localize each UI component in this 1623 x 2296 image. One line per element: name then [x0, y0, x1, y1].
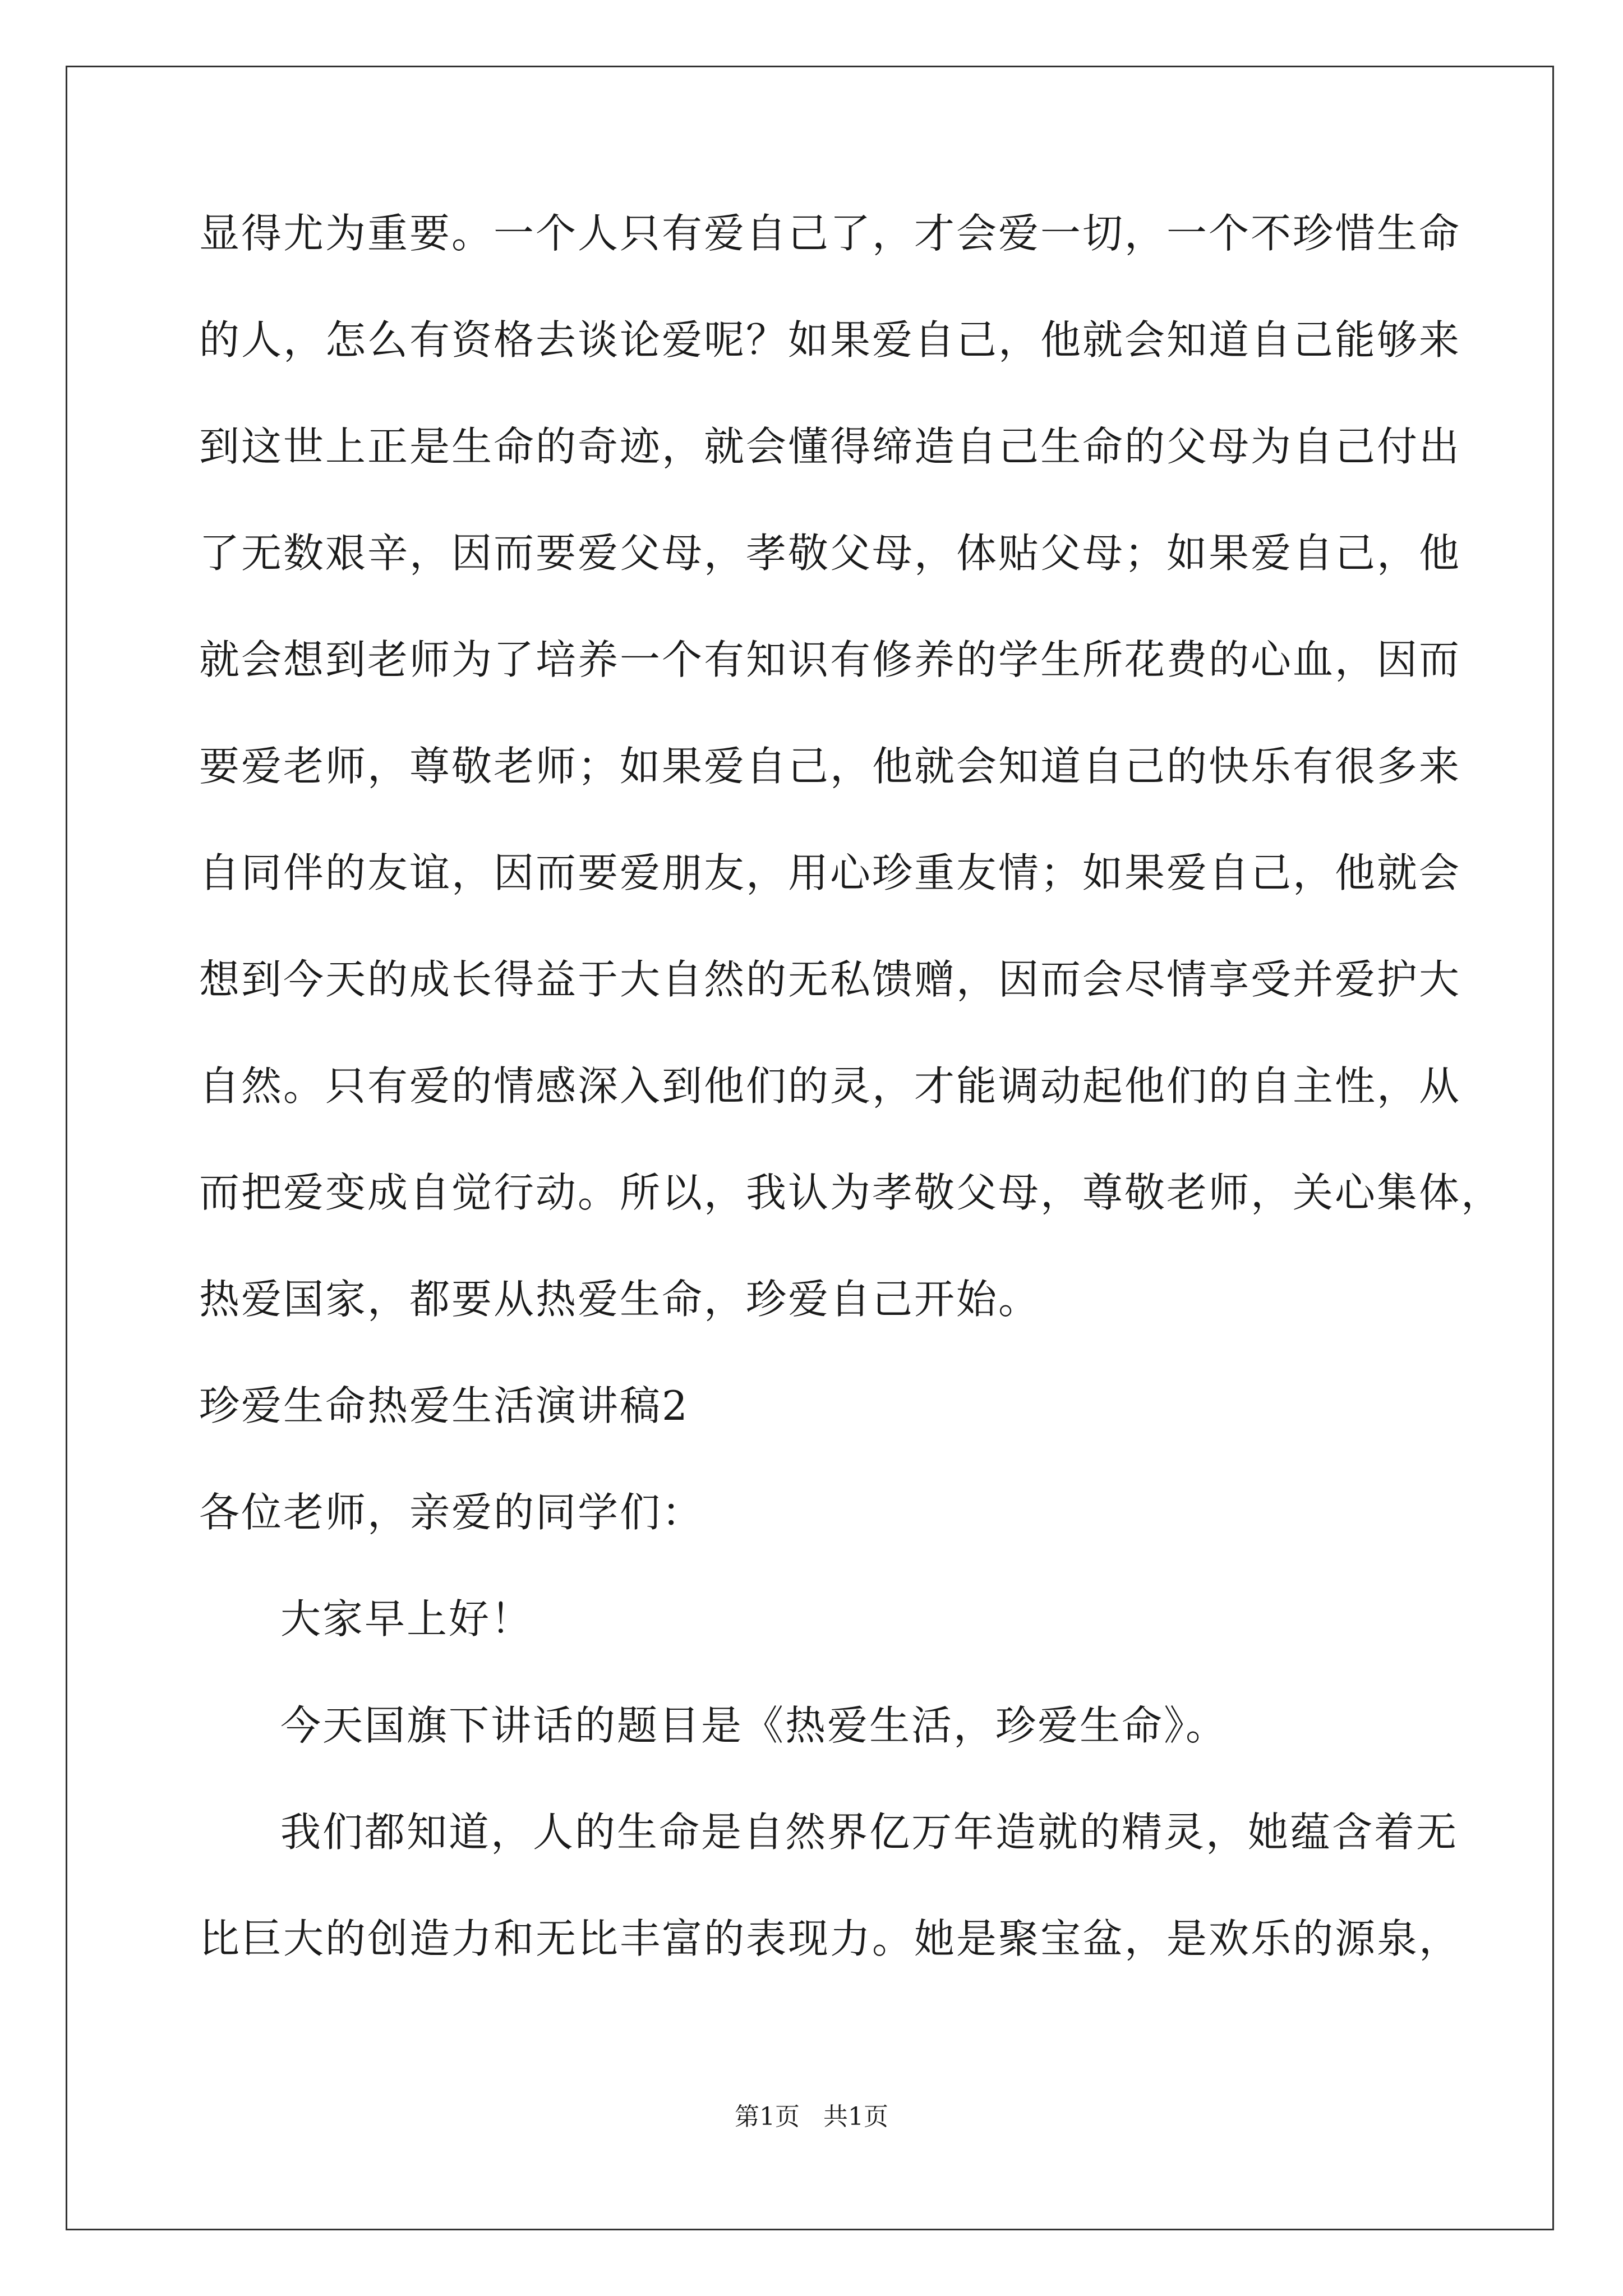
paragraph-line: 到这世上正是生命的奇迹，就会懂得缔造自己生命的父母为自己付出 — [199, 423, 1461, 470]
paragraph-line: 比巨大的创造力和无比丰富的表现力。她是聚宝盆，是欢乐的源泉， — [199, 1915, 1461, 1962]
salutation: 各位老师，亲爱的同学们： — [199, 1489, 704, 1536]
paragraph-line: 要爱老师，尊敬老师；如果爱自己，他就会知道自己的快乐有很多来 — [199, 743, 1461, 790]
paragraph-line: 今天国旗下讲话的题目是《热爱生活，珍爱生命》。 — [280, 1702, 1228, 1749]
paragraph-line: 了无数艰辛，因而要爱父母，孝敬父母，体贴父母；如果爱自己，他 — [199, 530, 1461, 577]
paragraph-line: 显得尤为重要。一个人只有爱自己了，才会爱一切，一个不珍惜生命 — [199, 210, 1461, 257]
paragraph-line: 想到今天的成长得益于大自然的无私馈赠，因而会尽情享受并爱护大 — [199, 956, 1461, 1003]
paragraph-line: 我们都知道，人的生命是自然界亿万年造就的精灵，她蕴含着无 — [280, 1809, 1459, 1856]
paragraph-line: 的人，怎么有资格去谈论爱呢？如果爱自己，他就会知道自己能够来 — [199, 316, 1461, 364]
greeting: 大家早上好！ — [280, 1595, 533, 1642]
page-border — [66, 66, 1554, 2230]
page-footer: 第1页 共1页 — [735, 2102, 888, 2131]
section-title: 珍爱生命热爱生活演讲稿2 — [199, 1382, 689, 1429]
paragraph-line: 热爱国家，都要从热爱生命，珍爱自己开始。 — [199, 1276, 1041, 1323]
paragraph-line: 自同伴的友谊，因而要爱朋友，用心珍重友情；如果爱自己，他就会 — [199, 849, 1461, 896]
paragraph-line: 自然。只有爱的情感深入到他们的灵，才能调动起他们的自主性，从 — [199, 1062, 1461, 1110]
paragraph-line: 就会想到老师为了培养一个有知识有修养的学生所花费的心血，因而 — [199, 636, 1461, 683]
paragraph-line: 而把爱变成自觉行动。所以，我认为孝敬父母，尊敬老师，关心集体， — [199, 1169, 1504, 1216]
